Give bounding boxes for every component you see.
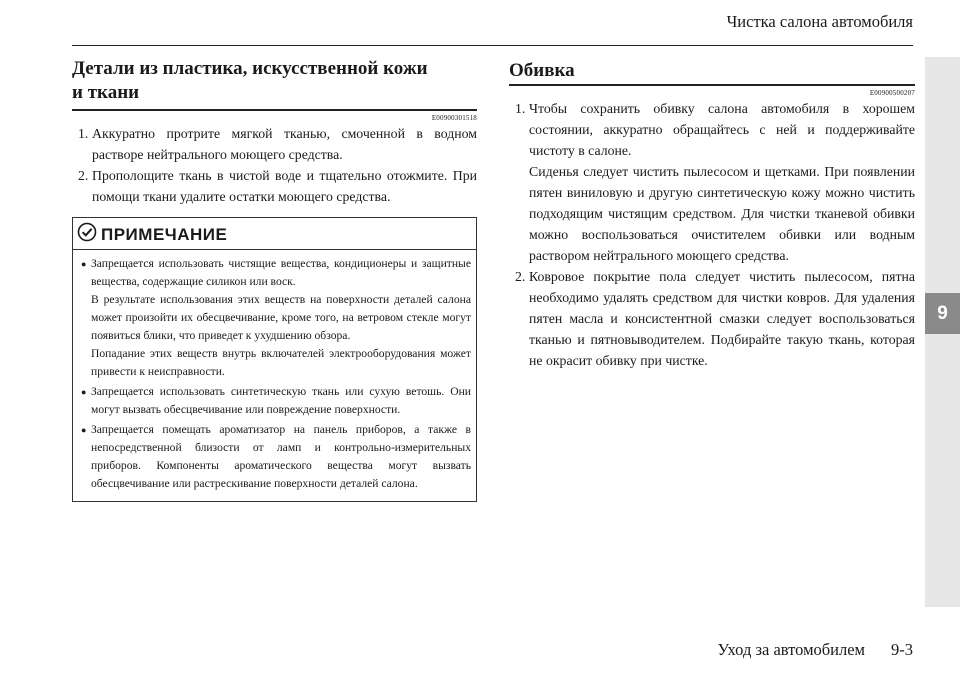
section-code: E00900500207 [869,89,915,97]
list-item-text: Прополощите ткань в чистой воде и тщательно отожмите. При помощи ткани удалите остатки моющего средства. [92,168,477,204]
list-item-paragraph: Сиденья следует чистить пылесосом и щетками. При появлении пятен виниловую и другую синтетическую кожу можно чистить подходящим чистящим средством. Для чистки тканевой обивки можно воспользоваться очистителем обивки или водным раствором нейтрального моющего средства. [529,164,915,263]
section-heading-upholstery: Обивка [509,57,915,86]
section-heading-plastic-leather-fabric [72,57,477,111]
list-item-text: Аккуратно протрите мягкой тканью, смоченной в водном растворе нейтрального моющего средства. [92,126,477,162]
note-bullet [78,255,471,381]
section-code: E00900301518 [431,114,477,122]
chapter-number-badge: 9 [925,293,960,334]
note-paragraph: Запрещается использовать чистящие вещества, кондиционеры и защитные вещества, содержащие силикон или воск. [91,257,471,288]
bullet-dot-icon: ● [81,259,87,269]
note-title: ПРИМЕЧАНИЕ [101,224,228,244]
list-item-number: 2. [515,269,526,284]
list-item-paragraph: Чтобы сохранить обивку салона автомобиля в хорошем состоянии, аккуратно обращайтесь с ней и поддерживайте чистоту в салоне. [529,101,915,158]
list-item [72,123,477,165]
left-column [72,57,477,502]
note-paragraph: В результате использования этих веществ на поверхности деталей салона может произойти их обесцвечивание, кроме того, на ветровом стекле могут появиться блики, что приведет к ухудшению обзора. [91,293,471,342]
footer-section-title: Уход за автомобилем [717,640,865,659]
page-number: 9-3 [891,640,913,659]
note-box [72,217,477,502]
heading-line-1: Детали из пластика, искусственной кожи [72,58,428,79]
note-paragraph: Запрещается помещать ароматизатор на панель приборов, а также в непосредственной близости от ламп и контрольно-измерительных приборов. Компоненты ароматического вещества могут вызвать обесцвечивание или растрескивание поверхности деталей салона. [91,423,471,490]
list-item [72,165,477,207]
bullet-dot-icon: ● [81,387,87,397]
list-item [509,98,915,266]
running-title: Чистка салона автомобиля [726,12,913,31]
note-header [73,218,476,250]
list-item-number: 1. [78,126,89,141]
check-icon [77,222,97,247]
note-bullet [78,421,471,493]
note-bullet [78,383,471,419]
right-column [509,57,915,371]
note-paragraph: Попадание этих веществ внутрь включателей электрооборудования может привести к неисправности. [91,347,471,378]
list-item-number: 1. [515,101,526,116]
list-item-paragraph: Ковровое покрытие пола следует чистить пылесосом, пятна необходимо удалять средством для чистки ковров. Для удаления пятен масла и консистентной смазки следует воспользоваться тканью и пятновыводителем. Подбирайте такую ткань, которая не окрасит обивку при чистке. [529,269,915,368]
heading-line-2: и ткани [72,82,140,103]
header-rule [72,45,913,46]
note-paragraph: Запрещается использовать синтетическую ткань или сухую ветошь. Они могут вызвать обесцвечивание или повреждение поверхности. [91,385,471,416]
bullet-dot-icon: ● [81,425,87,435]
page-footer [718,640,913,660]
list-item [509,266,915,371]
list-item-number: 2. [78,168,89,183]
note-body [73,250,476,501]
